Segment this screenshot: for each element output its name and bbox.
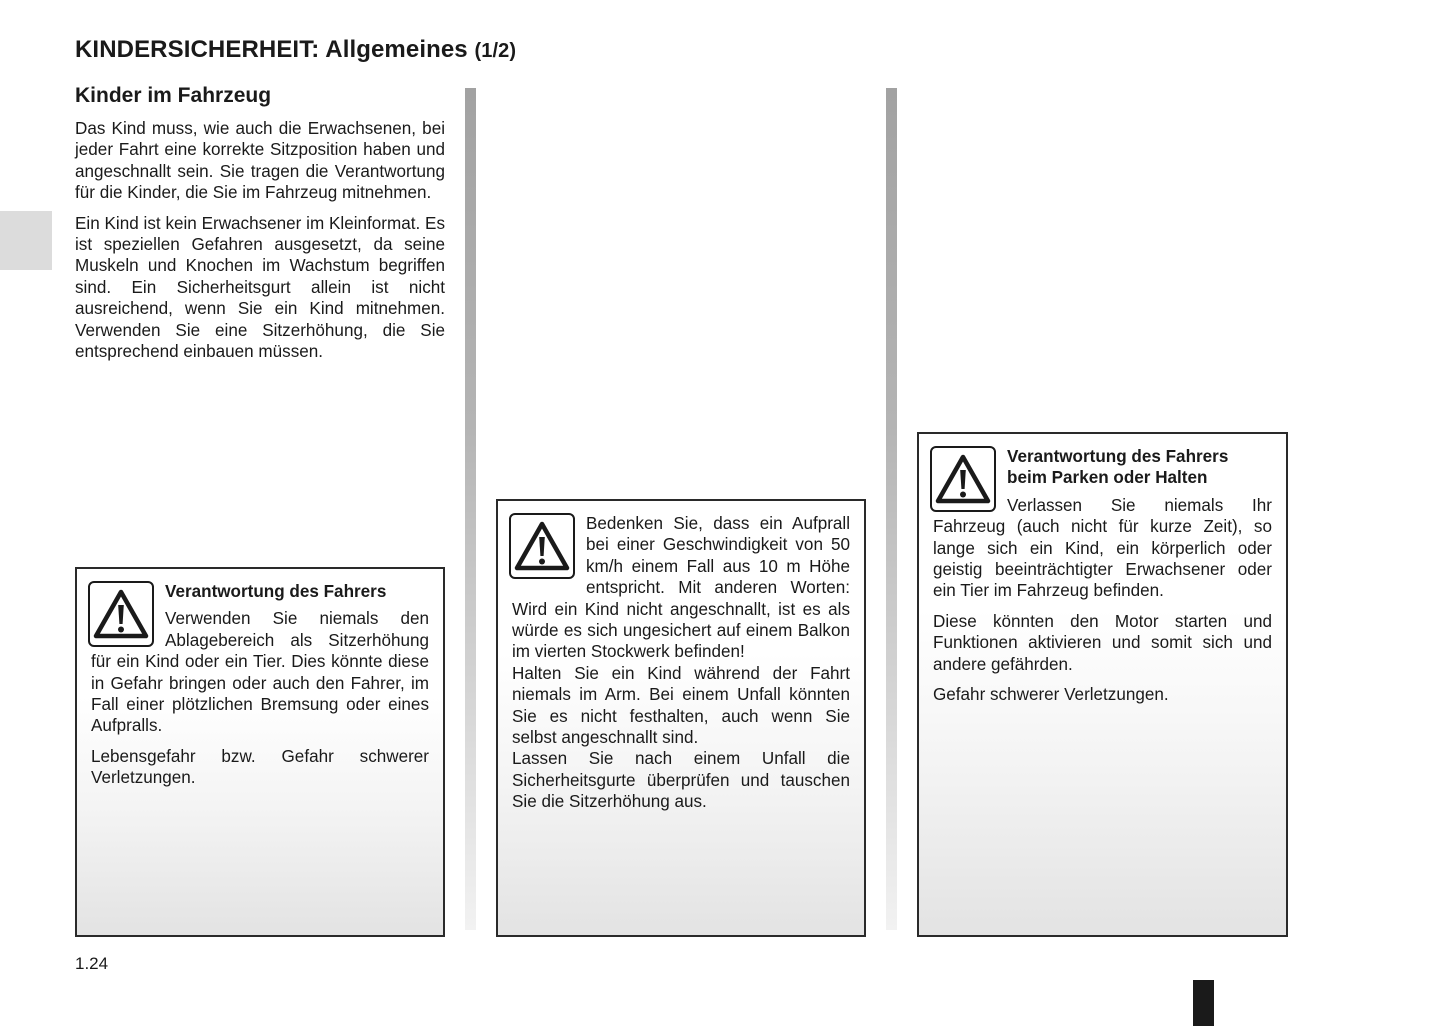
warning-heading: Verantwortung des Fahrers beim Parken oder Halten — [1007, 447, 1229, 488]
intro-paragraph: Das Kind muss, wie auch die Erwachsenen, bei jeder Fahrt eine korrekte Sitzposition haben und angeschnallt sein. Sie tragen die Verantwortung für die Kinder, die Sie im Fahrzeug mitnehmen. — [75, 119, 445, 203]
page-title — [75, 36, 516, 64]
warning-paragraph: Diese könnten den Motor starten und Funktionen aktivieren und somit sich und andere gefährden. — [933, 611, 1272, 674]
warning-heading: Verantwortung des Fahrers — [165, 582, 387, 601]
section-heading: Kinder im Fahrzeug — [75, 84, 272, 107]
warning-paragraph: Bedenken Sie, dass ein Aufprall bei einer Geschwindigkeit von 50 km/h einem Fall aus 10 m Höhe entspricht. Mit anderen Worten: Wird ein Kind nicht angeschnallt, ist es als würde es sich ungesichert auf einem Balkon im vierten Stockwerk befinden! — [512, 514, 850, 662]
warning-box-impact — [496, 499, 866, 937]
warning-triangle-icon — [88, 581, 154, 647]
warning-paragraph: Gefahr schwerer Verletzungen. — [933, 685, 1169, 705]
warning-box-parking — [917, 432, 1288, 937]
warning-triangle-icon — [930, 446, 996, 512]
warning-box-driver-responsibility — [75, 567, 445, 937]
warning-paragraph: Lassen Sie nach einem Unfall die Sicherheitsgurte überprüfen und tauschen Sie die Sitzerhöhung aus. — [512, 749, 850, 812]
chapter-tab-marker — [0, 211, 52, 270]
warning-paragraph: Halten Sie ein Kind während der Fahrt niemals im Arm. Bei einem Unfall könnten Sie es nicht festhalten, auch wenn Sie selbst angeschnallt sind. — [512, 663, 850, 748]
intro-paragraph: Ein Kind ist kein Erwachsener im Kleinformat. Es ist speziellen Gefahren ausgesetzt, da seine Muskeln und Knochen im Wachstum begriffen sind. Ein Sicherheitsgurt allein ist nicht ausreichend, wenn Sie ein Kind mitnehmen. Verwenden Sie eine Sitzerhöhung, die Sie entsprechend einbauen müssen. — [75, 213, 445, 362]
warning-triangle-icon — [509, 513, 575, 579]
warning-paragraph: Lebensgefahr bzw. Gefahr schwerer Verletzungen. — [91, 746, 429, 788]
warning-paragraph: Verwenden Sie niemals den Ablagebereich als Sitzerhöhung für ein Kind oder ein Tier. Dies könnte diese in Gefahr bringen oder auch den Fahrer, im Fall einer plötzlichen Bremsung oder eines Aufpralls. — [91, 609, 429, 736]
page-number: 1.24 — [75, 954, 109, 973]
column-separator — [465, 88, 476, 930]
page-edge-marker — [1193, 980, 1214, 1026]
page-indicator: (1/2) — [474, 40, 517, 62]
column-separator — [886, 88, 897, 930]
warning-paragraph: Verlassen Sie niemals Ihr Fahrzeug (auch nicht für kurze Zeit), so lange sich ein Kind, ein körperlich oder geistig beeinträchtigter Erwachsener oder ein Tier im Fahrzeug befinden. — [933, 495, 1272, 601]
intro-text — [75, 118, 445, 371]
page-title-text: KINDERSICHERHEIT: Allgemeines — [75, 36, 468, 63]
